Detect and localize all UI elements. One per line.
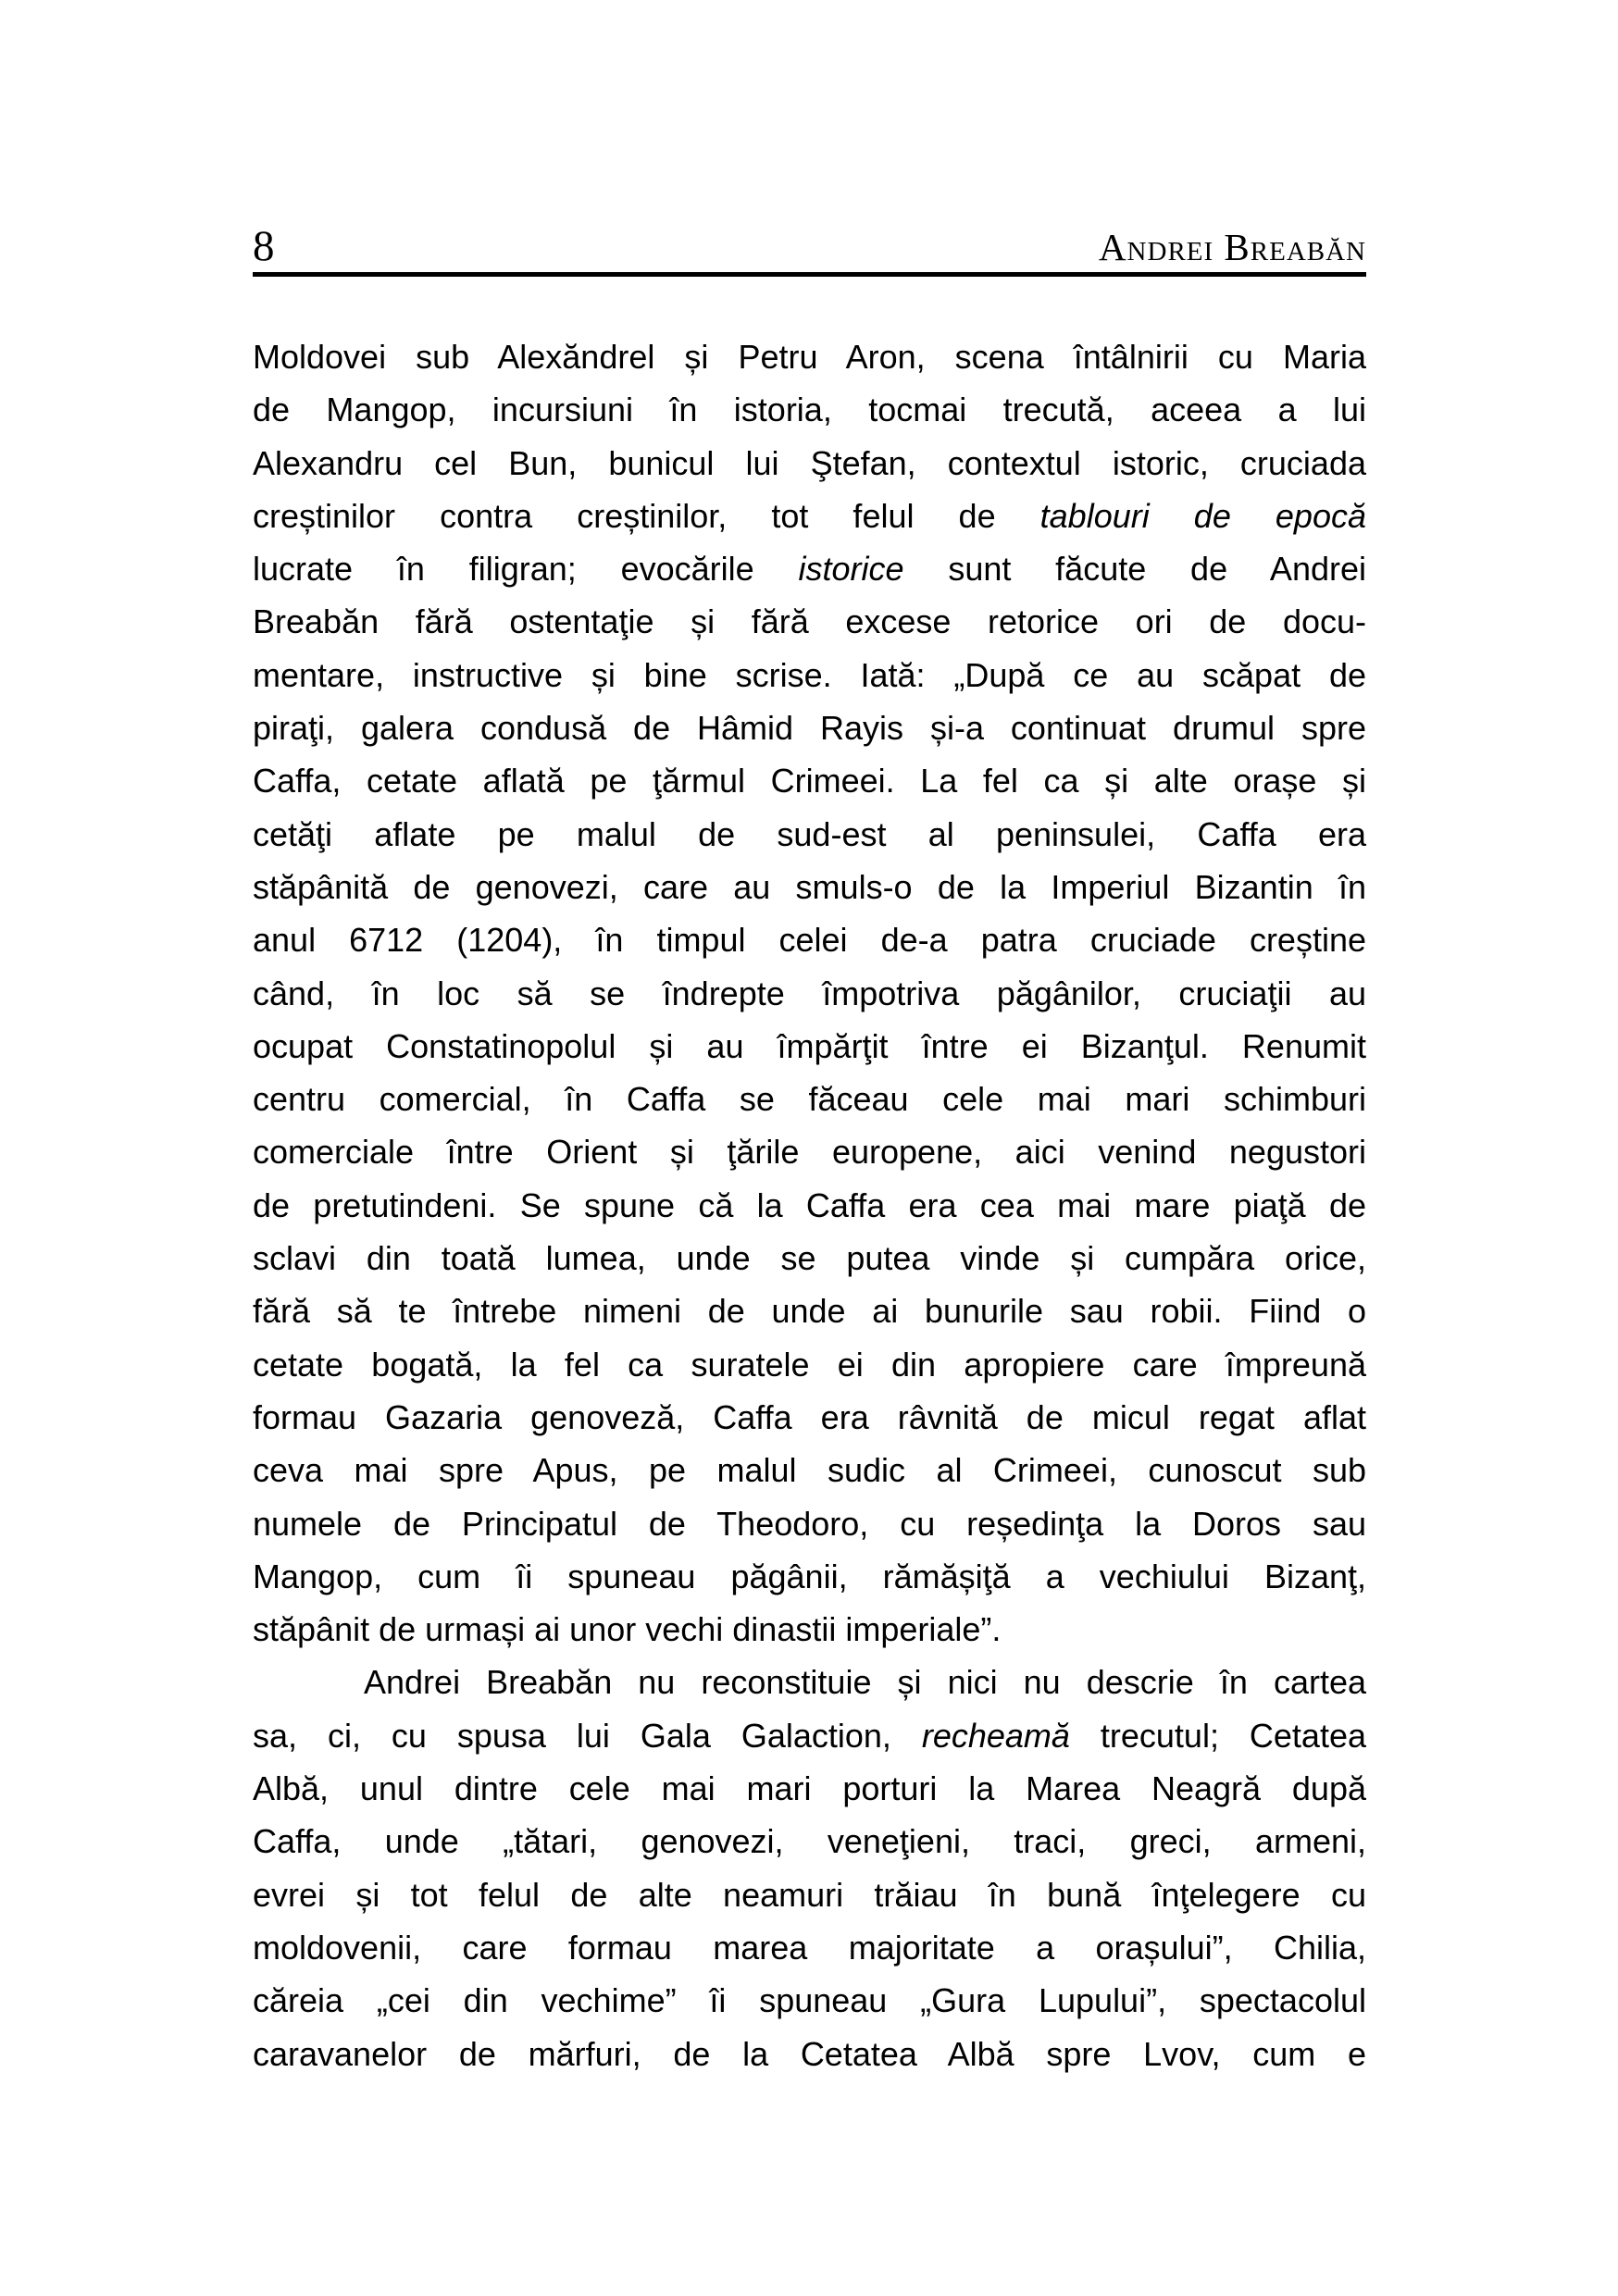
text-line [253, 490, 1366, 542]
text-segment: trecutul; Cetatea [1069, 1716, 1366, 1755]
page-header [253, 222, 1366, 270]
text-segment: mentare, instructive și bine scrise. Iată: „După ce au scăpat de [253, 655, 1366, 694]
text-segment: creștinilor contra creștinilor, tot felul de [253, 496, 1040, 535]
text-segment: Mangop, cum îi spuneau păgânii, rămășiţă a vechiului Bizanţ, [253, 1557, 1366, 1595]
text-segment: sa, ci, cu spusa lui Gala Galaction, [253, 1716, 922, 1755]
header-rule [253, 272, 1366, 277]
text-segment: ocupat Constatinopolul și au împărţit între ei Bizanţul. Renumit [253, 1026, 1366, 1065]
text-segment: când, în loc să se îndrepte împotriva păgânilor, cruciaţii au [253, 974, 1366, 1012]
text-line [253, 1179, 1366, 1232]
italic-text-segment: tablouri de epocă [1039, 496, 1366, 535]
text-segment: cetate bogată, la fel ca suratele ei din apropiere care împreună [253, 1345, 1366, 1384]
text-segment: Breabăn fără ostentaţie și fără excese retorice ori de docu- [253, 602, 1366, 641]
text-line [253, 2028, 1366, 2080]
text-segment: de Mangop, incursiuni în istoria, tocmai trecută, aceea a lui [253, 391, 1366, 429]
text-segment: moldovenii, care formau marea majoritate a orașului”, Chilia, [253, 1928, 1366, 1967]
text-segment: Albă, unul dintre cele mai mari porturi la Marea Neagră după [253, 1769, 1366, 1808]
text-line [253, 861, 1366, 913]
text-line [253, 701, 1366, 754]
text-segment: evrei și tot felul de alte neamuri trăiau în bună înţelegere cu [253, 1875, 1366, 1914]
text-line [253, 1974, 1366, 2027]
text-segment: caravanelor de mărfuri, de la Cetatea Albă spre Lvov, cum e [253, 2034, 1366, 2073]
text-line [253, 1497, 1366, 1550]
text-line [253, 1338, 1366, 1391]
text-line [253, 1020, 1366, 1073]
italic-text-segment: recheamă [921, 1716, 1070, 1755]
text-segment: formau Gazaria genoveză, Caffa era râvnită de micul regat aflat [253, 1397, 1366, 1436]
text-line [253, 1709, 1366, 1762]
text-segment: Caffa, unde „tătari, genovezi, veneţieni, traci, greci, armeni, [253, 1822, 1366, 1861]
text-line [253, 649, 1366, 701]
text-line [253, 1762, 1366, 1815]
text-segment: fără să te întrebe nimeni de unde ai bunurile sau robii. Fiind o [253, 1292, 1366, 1331]
running-head-author: Andrei Breabăn [1098, 226, 1366, 268]
text-line [253, 1868, 1366, 1921]
text-segment: Andrei Breabăn nu reconstituie și nici nu descrie în cartea [364, 1663, 1366, 1702]
text-segment: centru comercial, în Caffa se făceau cele mai mari schimburi [253, 1080, 1366, 1119]
text-segment: numele de Principatul de Theodoro, cu reședinţa la Doros sau [253, 1504, 1366, 1543]
text-segment: anul 6712 (1204), în timpul celei de-a patra cruciade creștine [253, 921, 1366, 960]
text-line [253, 1232, 1366, 1285]
text-segment: cetăţi aflate pe malul de sud-est al peninsulei, Caffa era [253, 814, 1366, 853]
text-line [253, 808, 1366, 861]
body-text [253, 330, 1366, 2080]
text-line [253, 1444, 1366, 1496]
text-segment: Caffa, cetate aflată pe ţărmul Crimeei. La fel ca și alte orașe și [253, 762, 1366, 800]
text-line [253, 595, 1366, 648]
text-segment: sclavi din toată lumea, unde se putea vinde și cumpăra orice, [253, 1239, 1366, 1278]
text-segment: comerciale între Orient și ţările europene, aici venind negustori [253, 1133, 1366, 1172]
page-number: 8 [253, 222, 275, 270]
text-segment: Alexandru cel Bun, bunicul lui Ştefan, contextul istoric, cruciada [253, 443, 1366, 482]
text-segment: sunt făcute de Andrei [903, 550, 1366, 589]
text-segment: stăpânit de urmași ai unor vechi dinastii imperiale”. [253, 1610, 1002, 1649]
text-segment: Moldovei sub Alexăndrel și Petru Aron, scena întâlnirii cu Maria [253, 338, 1366, 376]
text-segment: piraţi, galera condusă de Hâmid Rayis și-a continuat drumul spre [253, 709, 1366, 748]
text-segment: lucrate în filigran; evocările [253, 550, 799, 589]
text-line [253, 383, 1366, 436]
paragraph [253, 330, 1366, 1656]
text-line [253, 913, 1366, 966]
text-line [253, 1285, 1366, 1337]
italic-text-segment: istorice [798, 550, 904, 589]
text-segment: ceva mai spre Apus, pe malul sudic al Crimeei, cunoscut sub [253, 1451, 1366, 1490]
text-line [253, 1603, 1366, 1656]
text-line [253, 330, 1366, 383]
text-line [253, 1391, 1366, 1444]
text-segment: căreia „cei din vechime” îi spuneau „Gura Lupului”, spectacolul [253, 1981, 1366, 2020]
text-line [253, 1073, 1366, 1125]
text-line [253, 1125, 1366, 1178]
text-line [253, 1550, 1366, 1603]
text-segment: stăpânită de genovezi, care au smuls-o de la Imperiul Bizantin în [253, 867, 1366, 906]
text-line [253, 437, 1366, 490]
text-segment: de pretutindeni. Se spune că la Caffa era cea mai mare piaţă de [253, 1185, 1366, 1224]
text-line [253, 1656, 1366, 1708]
text-line [253, 1921, 1366, 1974]
text-line [253, 1815, 1366, 1868]
text-line [253, 967, 1366, 1020]
text-line [253, 754, 1366, 807]
paragraph [253, 1656, 1366, 2079]
text-line [253, 542, 1366, 595]
